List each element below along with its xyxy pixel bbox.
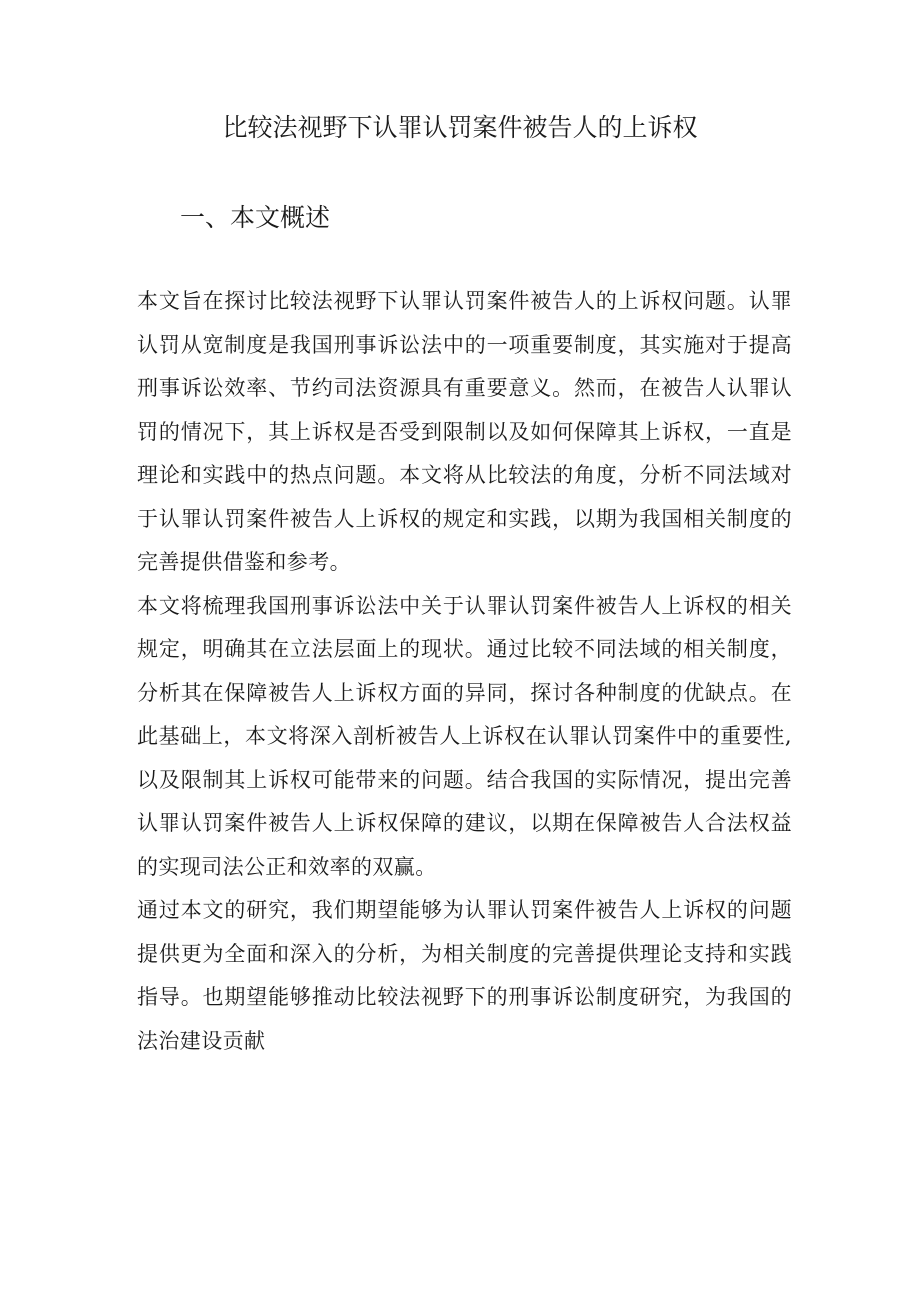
section-heading: 一、本文概述 (180, 203, 331, 232)
document-body (137, 280, 792, 1063)
paragraph-3: 通过本文的研究，我们期望能够为认罪认罚案件被告人上诉权的问题提供更为全面和深入的分析，为相关制度的完善提供理论支持和实践指导。也期望能够推动比较法视野下的刑事诉讼制度研究，为我国的法治建设贡献 (137, 898, 792, 1053)
paragraph-2: 本文将梳理我国刑事诉讼法中关于认罪认罚案件被告人上诉权的相关规定，明确其在立法层面上的现状。通过比较不同法域的相关制度，分析其在保障被告人上诉权方面的异同，探讨各种制度的优缺点。在此基础上，本文将深入剖析被告人上诉权在认罪认罚案件中的重要性,以及限制其上诉权可能带来的问题。结合我国的实际情况，提出完善认罪认罚案件被告人上诉权保障的建议，以期在保障被告人合法权益的实现司法公正和效率的双赢。 (137, 593, 792, 879)
document-title: 比较法视野下认罪认罚案件被告人的上诉权 (222, 113, 698, 142)
paragraph-1: 本文旨在探讨比较法视野下认罪认罚案件被告人的上诉权问题。认罪认罚从宽制度是我国刑事诉讼法中的一项重要制度，其实施对于提高刑事诉讼效率、节约司法资源具有重要意义。然而，在被告人认罪认罚的情况下，其上诉权是否受到限制以及如何保障其上诉权，一直是理论和实践中的热点问题。本文将从比较法的角度，分析不同法域对于认罪认罚案件被告人上诉权的规定和实践，以期为我国相关制度的完善提供借鉴和参考。 (137, 289, 792, 574)
